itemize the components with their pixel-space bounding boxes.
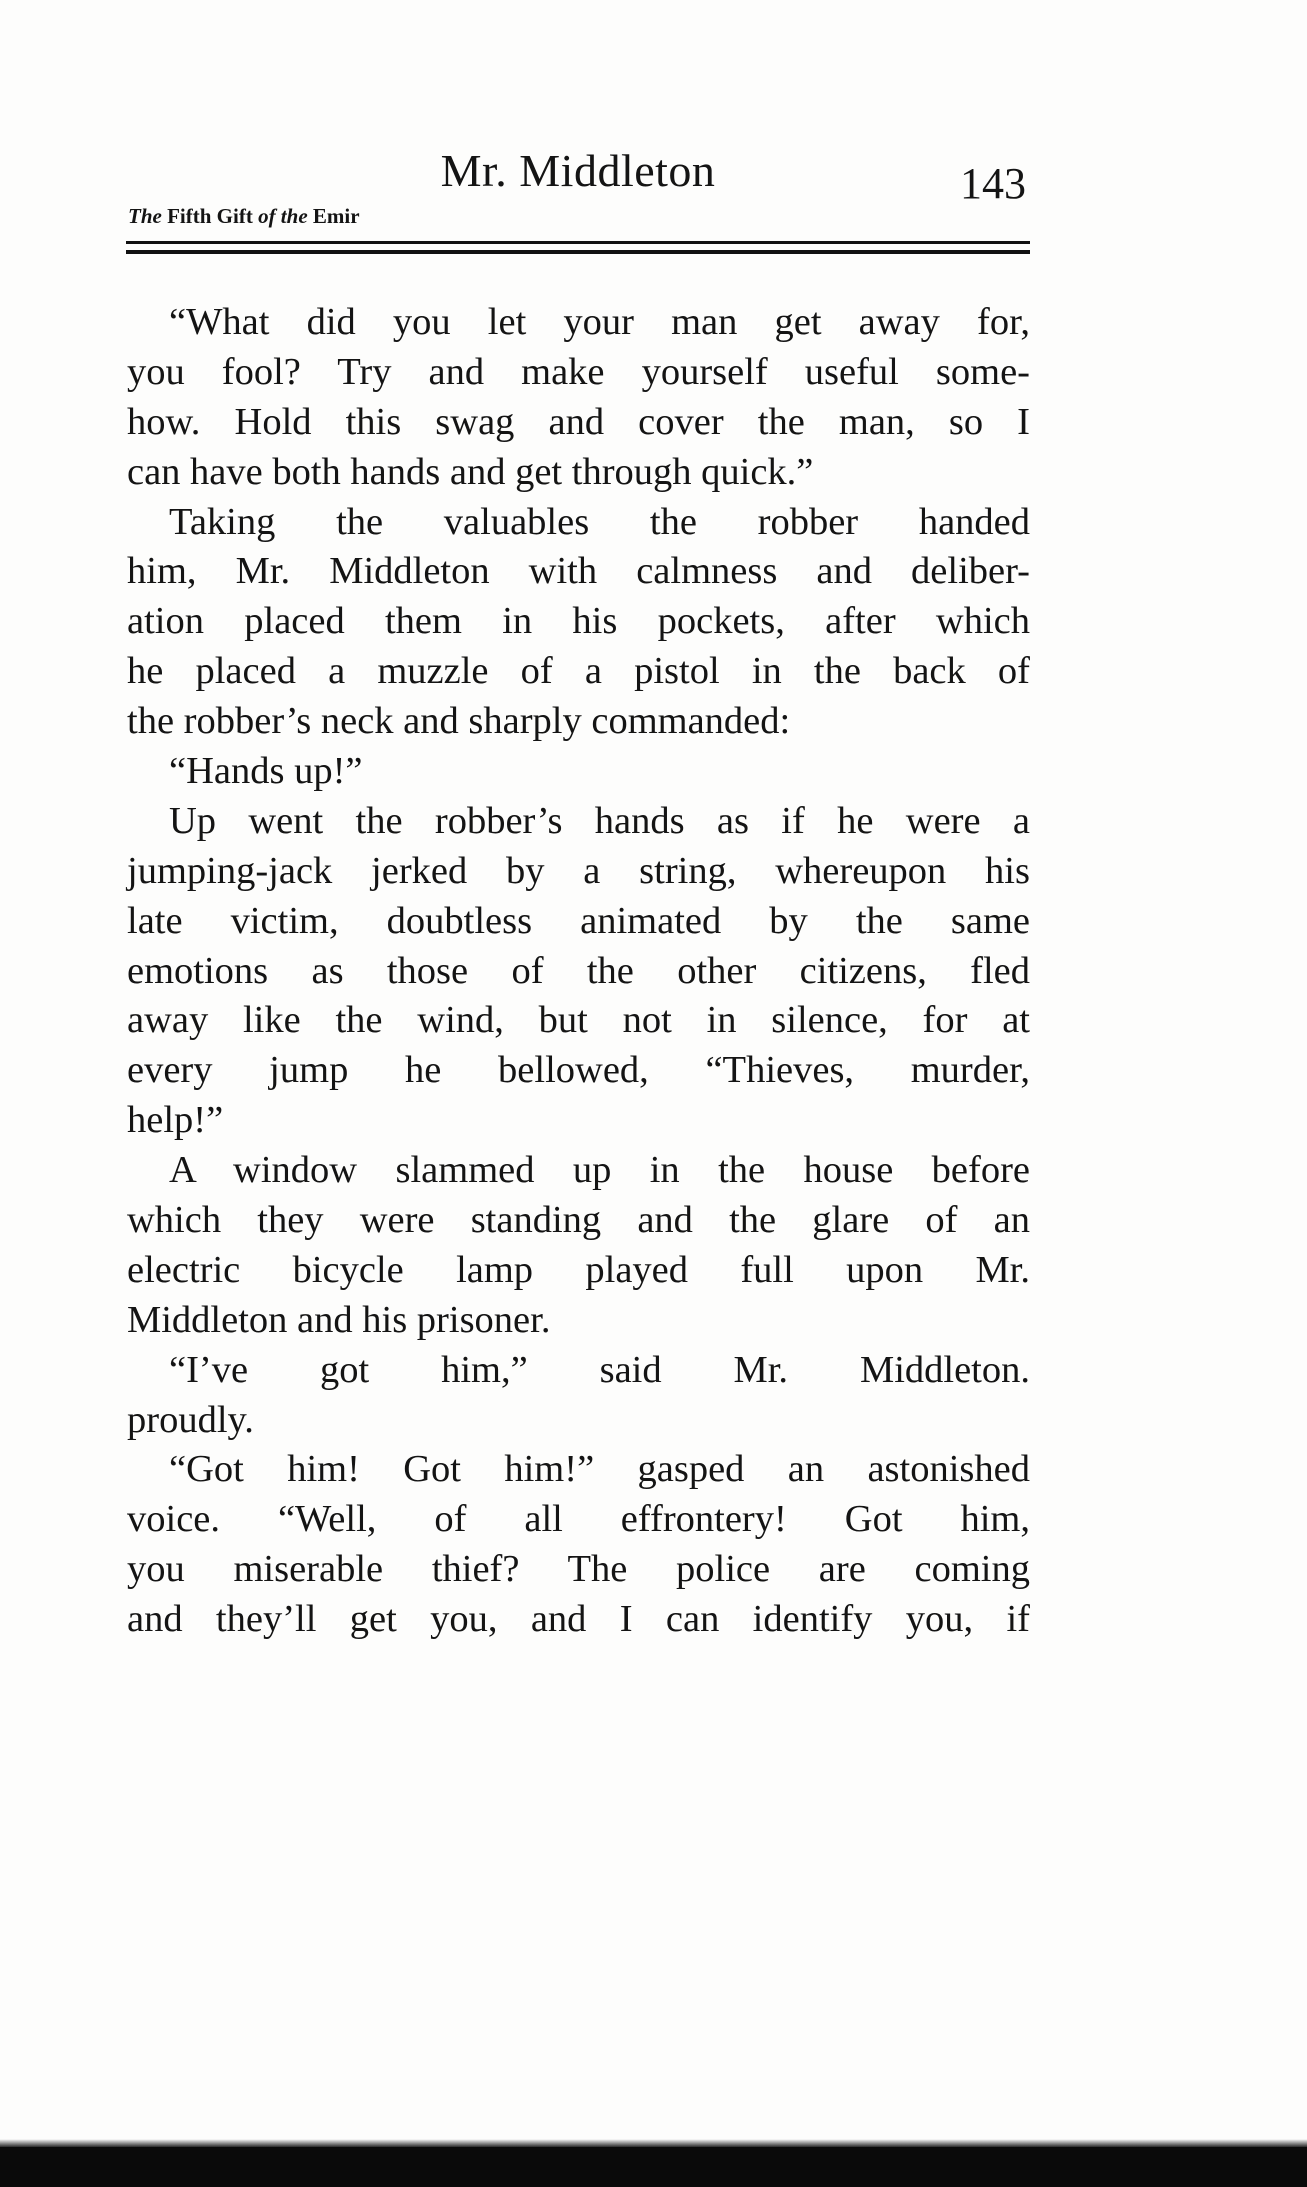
subtitle-of-the: of the <box>258 204 308 228</box>
text-line: “I’ve got him,” said Mr. Middleton. <box>169 1348 1030 1391</box>
running-title: Mr. Middleton <box>440 145 716 196</box>
header-rule-thin <box>126 241 1030 244</box>
page-header <box>126 145 1030 244</box>
subtitle-emir: Emir <box>312 204 360 228</box>
text-line: you fool? Try and make yourself useful some- <box>127 350 1030 393</box>
text-line: electric bicycle lamp played full upon Mr. <box>127 1248 1030 1291</box>
subtitle-fifth-gift: Fifth Gift <box>167 204 253 228</box>
text-line: can have both hands and get through quick.” <box>127 450 814 493</box>
text-line: and they’ll get you, and I can identify you, if <box>127 1598 1030 1641</box>
header-rule-thick <box>126 250 1030 254</box>
text-line: Up went the robber’s hands as if he were a <box>169 799 1030 842</box>
text-line: late victim, doubtless animated by the same <box>127 899 1030 942</box>
text-line: ation placed them in his pockets, after which <box>127 600 1030 643</box>
text-line: he placed a muzzle of a pistol in the back of <box>127 650 1030 693</box>
text-line: Taking the valuables the robber handed <box>169 500 1030 543</box>
text-line: emotions as those of the other citizens, fled <box>127 949 1030 992</box>
text-line: “Hands up!” <box>169 750 363 793</box>
text-line: proudly. <box>127 1398 254 1441</box>
text-line: “What did you let your man get away for, <box>169 301 1030 343</box>
scan-edge-shadow <box>0 2139 1307 2147</box>
text-line: voice. “Well, of all effrontery! Got him, <box>127 1498 1030 1541</box>
text-line: how. Hold this swag and cover the man, so I <box>127 400 1030 443</box>
body-text <box>127 298 1030 1645</box>
text-line: jumping-jack jerked by a string, whereupon his <box>127 849 1030 892</box>
text-line: him, Mr. Middleton with calmness and deliber- <box>127 550 1030 593</box>
text-line: “Got him! Got him!” gasped an astonished <box>169 1448 1030 1491</box>
text-line: A window slammed up in the house before <box>169 1149 1030 1192</box>
text-line: away like the wind, but not in silence, for at <box>127 999 1030 1042</box>
section-subtitle <box>128 206 360 227</box>
subtitle-the: The <box>128 204 162 228</box>
text-line: help!” <box>127 1099 224 1142</box>
scan-bottom-edge <box>0 2147 1307 2187</box>
text-line: which they were standing and the glare of an <box>127 1199 1030 1242</box>
text-line: every jump he bellowed, “Thieves, murder, <box>127 1049 1030 1092</box>
text-line: Middleton and his prisoner. <box>127 1298 551 1341</box>
text-line: you miserable thief? The police are coming <box>127 1548 1030 1591</box>
text-line: the robber’s neck and sharply commanded: <box>127 700 791 743</box>
page-number: 143 <box>960 159 1026 208</box>
